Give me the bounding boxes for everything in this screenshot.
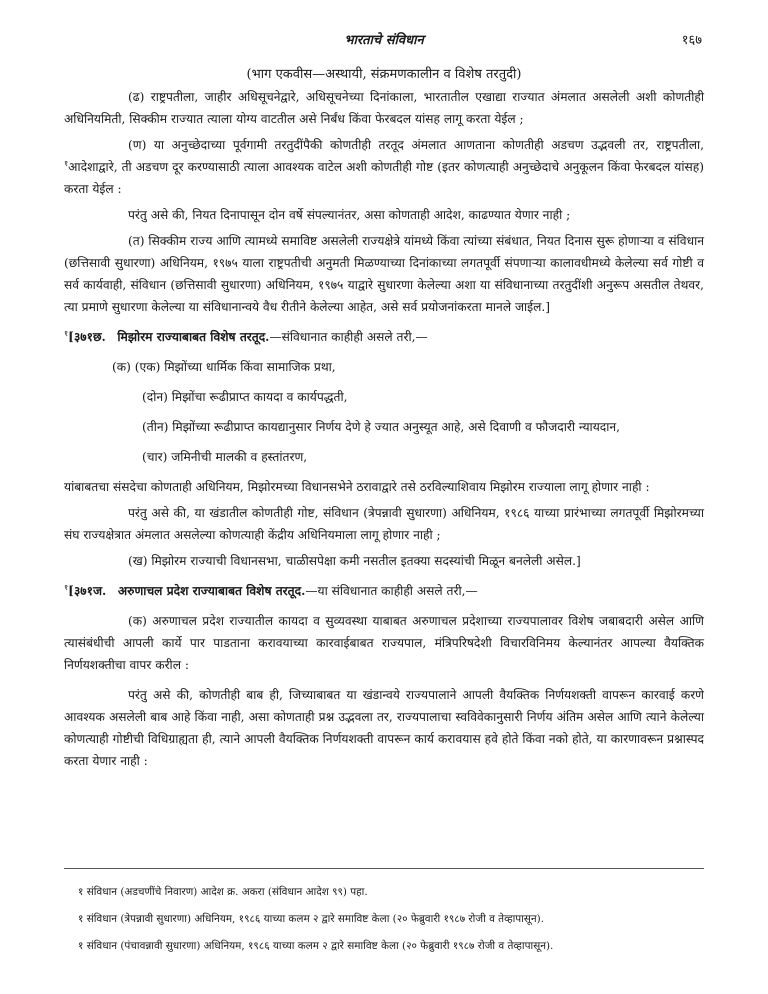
section-lead-text: —या संविधानात काहीही असले तरी,— — [305, 584, 478, 598]
sub-clause: (क) (एक) मिझोंच्या धार्मिक किंवा सामाजिक प्रथा, — [112, 360, 336, 374]
section-371h-clause-k: (क) अरुणाचल प्रदेश राज्यातील कायदा व सुव्यवस्था याबाबत अरुणाचल प्रदेशाच्या राज्यपालावर विशेष जबाबदारी असेल आणि त्यासंबंधीची आपली कार्ये पार पाडताना करावयाच्या कारवाईबाबत राज्यपाल, मंत्रिपरिषदेशी विचारविनिमय केल्यानंतर आपल्या वैयक्तिक निर्णयशक्तीचा वापर करील : — [64, 614, 704, 672]
section-371g-heading — [64, 326, 704, 348]
section-371g-clause-kh: (ख) मिझोरम राज्याची विधानसभा, चाळीसपेक्षा कमी नसतील इतक्या सदस्यांची मिळून बनलेली असेल.] — [128, 554, 581, 568]
footnote-marker: १ — [64, 158, 69, 168]
running-title: भारताचे संविधान — [344, 33, 424, 48]
section-title: मिझोरम राज्याबाबत विशेष तरतूद. — [117, 330, 270, 344]
clause-t: (त) सिक्कीम राज्य आणि त्यामध्ये समाविष्ट असलेली राज्यक्षेत्रे यांमध्ये किंवा त्यांच्या संबंधात, नियत दिनास सुरू होणाऱ्या व संविधान (छत्तिसावी सुधारणा) अधिनियम, १९७५ याला राष्ट्रपतीची अनुमती मिळण्याच्या दिनांकाच्या लगतपूर्वी संपणाऱ्या कालावधीमध्ये केलेल्या सर्व गोष्टी व सर्व कार्यवाही, संविधान (छत्तिसावी सुधारणा) अधिनियम, १९७५ याद्वारे सुधारणा केलेल्या अशा या संविधानाच्या तरतुदींशी अनुरूप असतील तेथवर, त्या प्रमाणे सुधारणा केलेल्या या संविधानान्वये वैध रीतीने केलेल्या आहेत, असे सर्व प्रयोजनांकरता मानले जाईल.] — [64, 234, 704, 314]
section-371g-conclusion: यांबाबतचा संसदेचा कोणताही अधिनियम, मिझोरमच्या विधानसभेने ठरावाद्वारे तसे ठरविल्याशिवाय मिझोरम राज्याला लागू होणार नाही : — [64, 480, 650, 494]
clause-n-text-2: आदेशाद्वारे, ती अडचण दूर करण्यासाठी त्याला आवश्यक वाटेल अशी कोणतीही गोष्ट (इतर कोणत्याही अनुच्छेदाचे अनुकूलन किंवा फेरबदल यांसह) करता येईल : — [64, 160, 704, 196]
sub-clause: (तीन) मिझोंच्या रूढीप्राप्त कायद्यानुसार निर्णय देणे हे ज्यात अनुस्यूत आहे, असे दिवाणी व फौजदारी न्यायदान, — [142, 420, 621, 434]
footnote-marker: १ — [64, 582, 69, 592]
footnotes — [64, 868, 704, 966]
body-text — [64, 86, 704, 780]
section-371h-heading — [64, 580, 704, 602]
proviso-n: परंतु असे की, नियत दिनापासून दोन वर्षे संपल्यानंतर, असा कोणताही आदेश, काढण्यात येणार नाही ; — [128, 208, 571, 222]
section-title: अरुणाचल प्रदेश राज्याबाबत विशेष तरतूद. — [117, 584, 306, 598]
footnote-marker: १ — [64, 328, 69, 338]
footnote: १ संविधान (अडचणींचे निवारण) आदेश क्र. अकरा (संविधान आदेश ९९) पहा. — [78, 886, 368, 898]
clause-dh: (ढ) राष्ट्रपतीला, जाहीर अधिसूचनेद्वारे, अधिसूचनेच्या दिनांकाला, भारतातील एखाद्या राज्यात अंमलात असलेली अशी कोणतीही अधिनियमिती, सिक्कीम राज्यात त्याला योग्य वाटतील असे निर्बंध किंवा फेरबदल यांसह लागू करता येईल ; — [64, 90, 704, 126]
section-number: [३७१ज. — [68, 584, 107, 598]
section-371h-proviso: परंतु असे की, कोणतीही बाब ही, जिच्याबाबत या खंडान्वये राज्यपालाने आपली वैयक्तिक निर्णयशक्ती वापरून कारवाई करणे आवश्यक असलेली बाब आहे किंवा नाही, असा कोणताही प्रश्न उद्भवला तर, राज्यपालाचा स्वविवेकानुसारी निर्णय अंतिम असेल आणि त्याने केलेल्या कोणत्याही गोष्टीची विधिग्राह्यता ही, त्याने आपली वैयक्तिक निर्णयशक्ती वापरून कार्य करावयास हवे होते किंवा नको होते, या कारणावरून प्रश्नास्पद करता येणार नाही : — [64, 688, 704, 768]
footnote: १ संविधान (पंचावन्नावी सुधारणा) अधिनियम, १९८६ याच्या कलम २ द्वारे समाविष्ट केला (२० फेब्रुवारी १९८७ रोजी व तेव्हापासून). — [78, 940, 554, 952]
sub-clause: (दोन) मिझोंचा रूढीप्राप्त कायदा व कार्यपद्धती, — [142, 390, 348, 404]
footnote: १ संविधान (त्रेपन्नावी सुधारणा) अधिनियम, १९८६ याच्या कलम २ द्वारे समाविष्ट केला (२० फेब्रुवारी १९८७ रोजी व तेव्हापासून). — [78, 913, 545, 925]
section-lead-text: —संविधानात काहीही असले तरी,— — [269, 330, 428, 344]
section-371g-proviso: परंतु असे की, या खंडातील कोणतीही गोष्ट, संविधान (त्रेपन्नावी सुधारणा) अधिनियम, १९८६ याच्या प्रारंभाच्या लगतपूर्वी मिझोरमच्या संघ राज्यक्षेत्रात अंमलात असलेल्या कोणत्याही केंद्रीय अधिनियमाला लागू होणार नाही ; — [64, 506, 704, 542]
part-heading: (भाग एकवीस—अस्थायी, संक्रमणकालीन व विशेष तरतुदी) — [246, 67, 522, 82]
sub-clause: (चार) जमिनीची मालकी व हस्तांतरण, — [142, 450, 308, 464]
running-header — [0, 30, 768, 50]
footnote-divider — [64, 868, 704, 869]
section-number: [३७१छ. — [68, 330, 106, 344]
page-number: १६७ — [681, 33, 702, 48]
clause-n-text-1: (ण) या अनुच्छेदाच्या पूर्वगामी तरतुदींपैकी कोणतीही तरतूद अंमलात आणताना कोणतीही अडचण उद्भवली तर, राष्ट्रपतीला, — [128, 138, 704, 152]
clause-n — [64, 134, 704, 200]
